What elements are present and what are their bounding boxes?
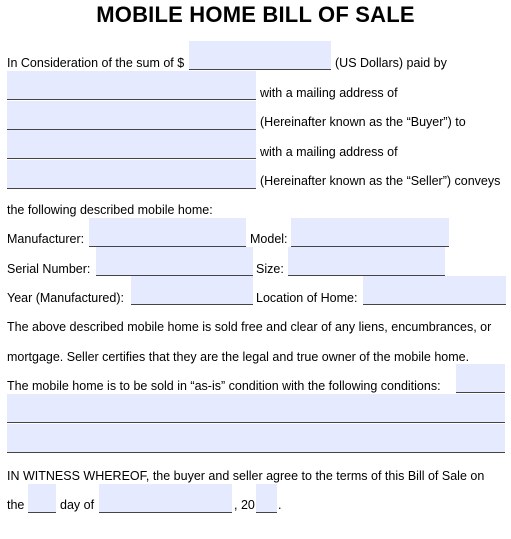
the-label: the [7,498,25,512]
model-label: Model: [250,232,288,246]
model-field[interactable] [291,218,449,247]
sum-field[interactable] [189,41,331,70]
serial-number-field[interactable] [96,247,253,276]
buyer-name-field[interactable] [7,71,256,100]
sold-free-text-2: mortgage. Seller certifies that they are the legal and true owner of the mobile home. [7,350,470,364]
size-label: Size: [256,262,284,276]
conditions-field-1[interactable] [456,364,505,393]
seller-name-field[interactable] [7,130,256,159]
size-field[interactable] [288,247,445,276]
consideration-label: In Consideration of the sum of $ [7,56,185,70]
buyer-address-field[interactable] [7,101,256,130]
month-field[interactable] [99,484,232,513]
year-label: Year (Manufactured): [7,291,124,305]
comma-twenty-label: , 20 [234,498,255,512]
location-field[interactable] [363,276,506,305]
location-label: Location of Home: [256,291,358,305]
manufacturer-field[interactable] [89,218,246,247]
mailing-address-label-2: with a mailing address of [260,145,398,159]
serial-number-label: Serial Number: [7,262,91,276]
sold-free-text-1: The above described mobile home is sold free and clear of any liens, encumbrances, or [7,320,492,334]
year-field[interactable] [131,276,253,305]
buyer-label: (Hereinafter known as the “Buyer”) to [260,115,466,129]
day-field[interactable] [28,484,56,513]
page-title: MOBILE HOME BILL OF SALE [96,2,415,27]
year-suffix-field[interactable] [256,484,277,513]
period-label: . [278,498,282,512]
us-dollars-label: (US Dollars) paid by [335,56,447,70]
manufacturer-label: Manufacturer: [7,232,85,246]
as-is-text: The mobile home is to be sold in “as-is” condition with the following conditions: [7,379,441,393]
conditions-field-3[interactable] [7,424,505,453]
day-of-label: day of [60,498,95,512]
seller-address-field[interactable] [7,160,256,189]
described-label: the following described mobile home: [7,203,213,217]
mailing-address-label-1: with a mailing address of [260,86,398,100]
seller-label: (Hereinafter known as the “Seller”) conveys [260,174,501,188]
conditions-field-2[interactable] [7,394,505,423]
witness-text: IN WITNESS WHEREOF, the buyer and seller agree to the terms of this Bill of Sale on [7,469,485,483]
